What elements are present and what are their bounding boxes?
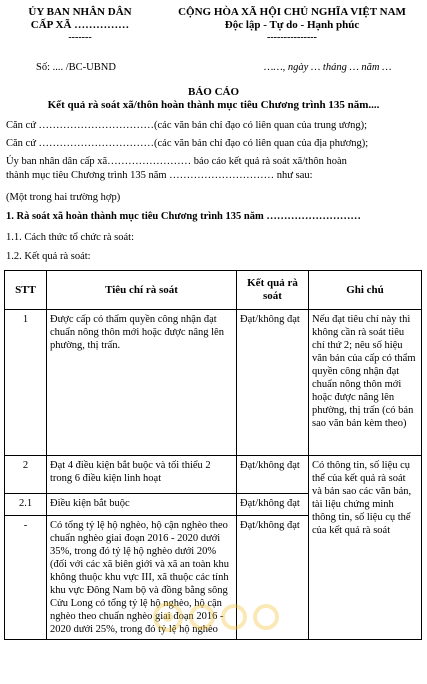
section-heading-1: 1. Rà soát xã hoàn thành mục tiêu Chương trình 135 năm ………………………	[6, 211, 361, 222]
basis-central: Căn cứ ……………………………(các văn bản chỉ đạo có liên quan của trung ương);	[6, 120, 368, 131]
row-stt: 2	[5, 456, 47, 494]
document-date: ……, ngày … tháng … năm …	[264, 62, 392, 73]
row-note: Nếu đạt tiêu chí này thì không cần rà soát tiêu chí thứ 2; nêu số hiệu văn bản của cấp có thẩm quyền công nhận đạt chuẩn nông thôn mới hoặc được nâng lên phường, thị trấn (có bản sao văn bản kèm theo)	[309, 310, 422, 456]
row-stt: 1	[5, 310, 47, 456]
header-criteria: Tiêu chí rà soát	[47, 271, 237, 310]
row-stt: 2.1	[5, 494, 47, 516]
row-result: Đạt/không đạt	[237, 516, 309, 640]
nation-title: CỘNG HÒA XÃ HỘI CHỦ NGHĨA VIỆT NAM	[178, 6, 406, 18]
row-result: Đạt/không đạt	[237, 494, 309, 516]
subsection-1-2: 1.2. Kết quả rà soát:	[6, 251, 91, 262]
row-criteria: Điều kiện bắt buộc	[47, 494, 237, 516]
review-results-table	[4, 270, 422, 640]
header-result: Kết quả rà soát	[237, 271, 309, 310]
intro-paragraph-line2: thành mục tiêu Chương trình 135 năm ………………………… như sau:	[6, 170, 313, 181]
agency-level: CẤP XÃ ……………	[30, 19, 130, 31]
row-result: Đạt/không đạt	[237, 310, 309, 456]
table-row	[5, 456, 422, 494]
table-row	[5, 310, 422, 456]
watermark-logo	[150, 598, 290, 636]
case-note: (Một trong hai trường hợp)	[6, 192, 121, 203]
document-number: Số: .... /BC-UBND	[36, 62, 116, 73]
row-note: Có thông tin, số liệu cụ thể của kết quả rà soát và bản sao các văn bản, tài liệu chứng minh thông tin, số liệu cụ thể của kết quả rà soát	[309, 456, 422, 640]
row-stt: -	[5, 516, 47, 640]
table-header-row	[5, 271, 422, 310]
header-note: Ghi chú	[309, 271, 422, 310]
row-criteria: Đạt 4 điều kiện bắt buộc và tối thiểu 2 trong 6 điều kiện linh hoạt	[47, 456, 237, 494]
row-result: Đạt/không đạt	[237, 456, 309, 494]
basis-local: Căn cứ ……………………………(các văn bản chỉ đạo có liên quan của địa phương);	[6, 138, 369, 149]
row-criteria: Được cấp có thẩm quyền công nhận đạt chuẩn nông thôn mới hoặc được nâng lên phường, thị trấn.	[47, 310, 237, 456]
row-criteria: Có tổng tỷ lệ hộ nghèo, hộ cận nghèo theo chuẩn nghèo giai đoạn 2016 - 2020 dưới 35%, trong đó tỷ lệ hộ nghèo dưới 20% (đối với các xã biên giới và xã an toàn khu không thuộc khu vực III, xã thuộc các tỉnh khu vực Đông Nam bộ và đồng bằng sông Cửu Long có tổng tỷ lệ hộ nghèo, hộ cận nghèo theo chuẩn nghèo giai đoạn 2016 - 2020 dưới 25%, trong đó tỷ lệ hộ nghèo	[47, 516, 237, 640]
nation-motto: Độc lập - Tự do - Hạnh phúc	[224, 19, 360, 31]
report-subtitle: Kết quả rà soát xã/thôn hoàn thành mục tiêu Chương trình 135 năm....	[47, 99, 380, 111]
subsection-1-1: 1.1. Cách thức tổ chức rà soát:	[6, 232, 135, 243]
agency-underline: -------	[68, 32, 92, 43]
intro-paragraph-line1: Ủy ban nhân dân cấp xã…………………… báo cáo kết quả rà soát xã/thôn hoàn	[6, 156, 347, 167]
header-stt: STT	[5, 271, 47, 310]
agency-name: ỦY BAN NHÂN DÂN	[28, 6, 132, 18]
nation-underline: ---------------	[267, 32, 317, 43]
report-title: BÁO CÁO	[187, 86, 240, 98]
